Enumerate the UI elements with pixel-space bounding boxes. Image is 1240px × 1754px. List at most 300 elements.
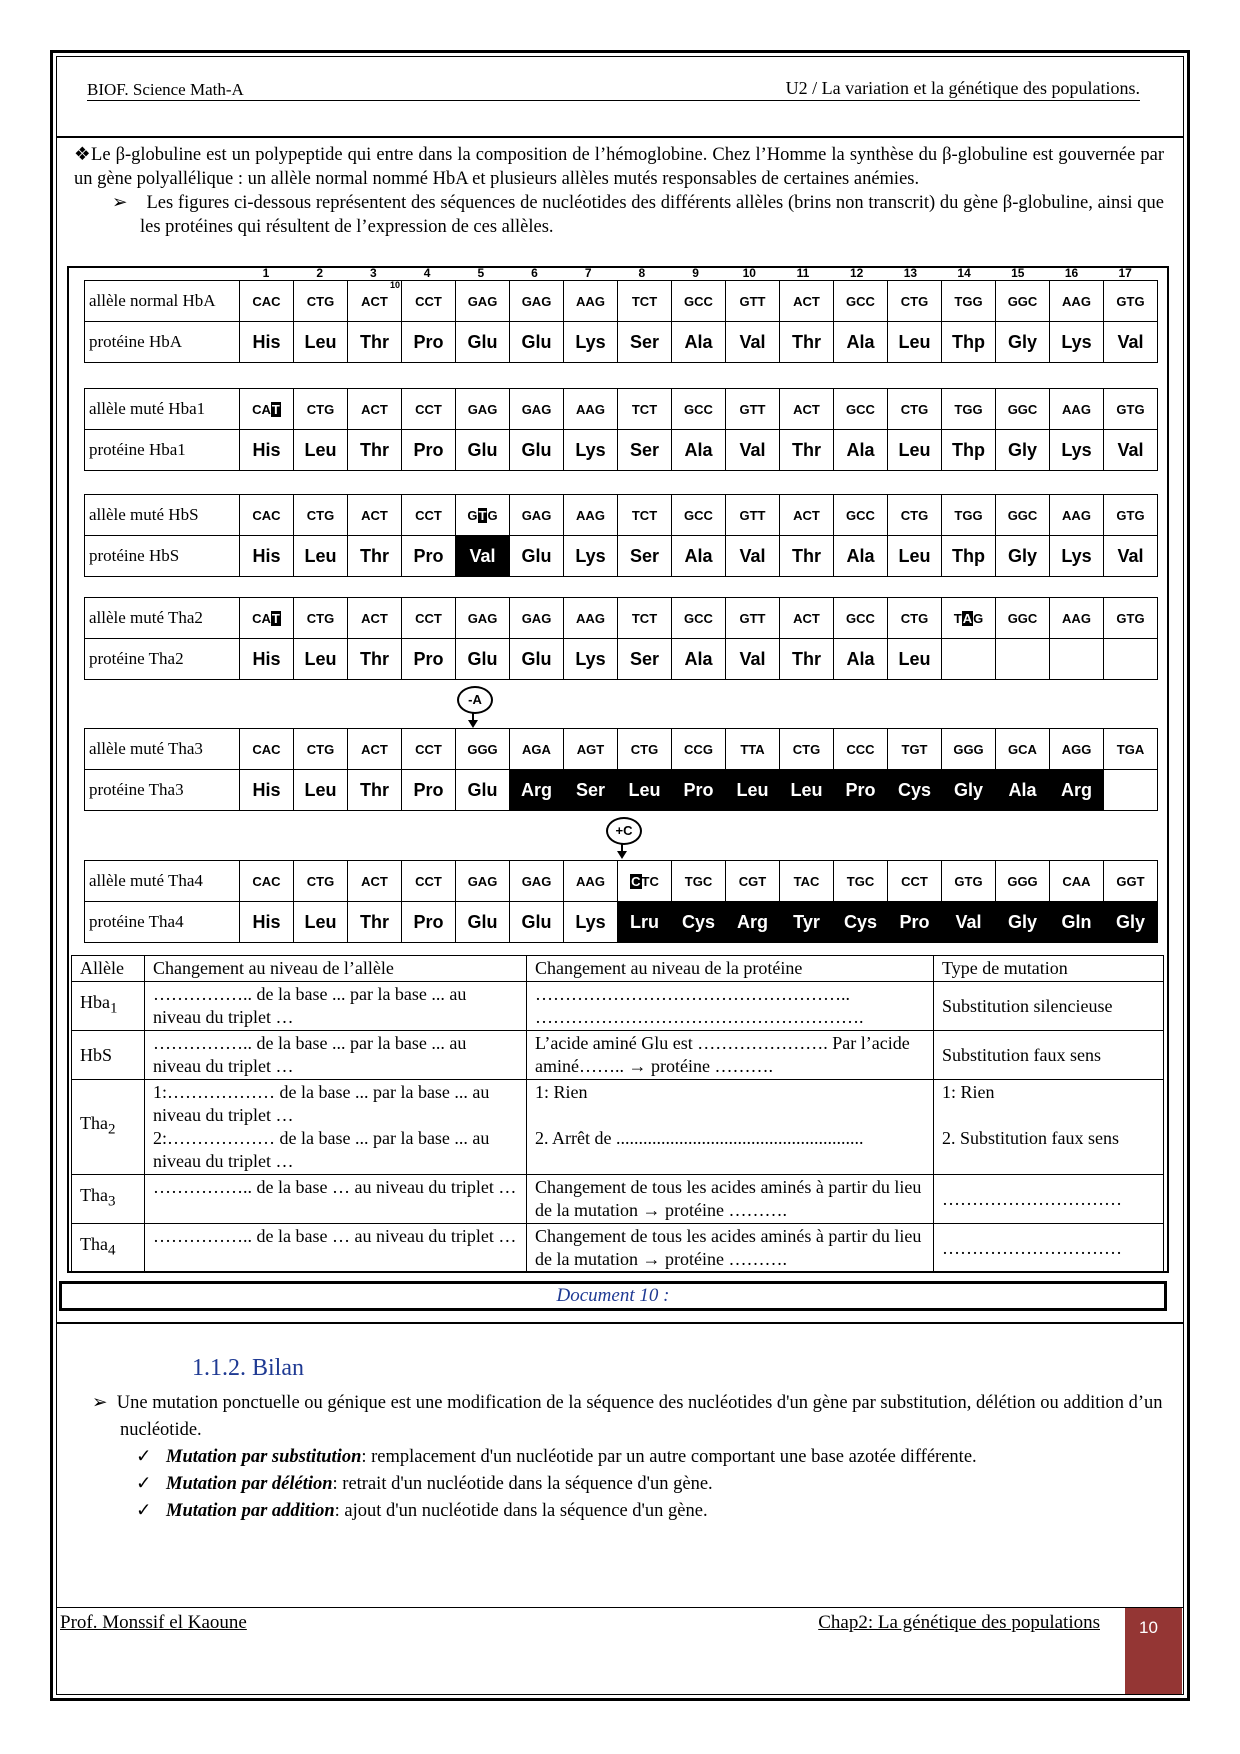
check-icon: ✓ [136, 1474, 152, 1494]
amino-acid-cell: Glu [456, 639, 510, 680]
codon-cell: CTG [888, 281, 942, 322]
codon-cell: AAG [1050, 495, 1104, 536]
amino-acid-cell [1104, 770, 1158, 811]
sequence-table [84, 860, 1158, 943]
list-item [74, 1444, 1164, 1471]
codon-cell: TAG [942, 598, 996, 639]
amino-acid-cell: Ser [618, 430, 672, 471]
codon-cell: CTG [780, 729, 834, 770]
footer-author: Prof. Monssif el Kaoune [60, 1612, 247, 1633]
amino-acid-cell: Val [726, 639, 780, 680]
amino-acid-cell: Leu [618, 770, 672, 811]
codon-cell: CTG [888, 495, 942, 536]
intro-bullet [74, 191, 1164, 239]
amino-acid-cell: Val [726, 322, 780, 363]
amino-acid-cell: Pro [402, 322, 456, 363]
list-item [74, 1498, 1164, 1525]
deletion-arrowhead [468, 720, 478, 728]
codon-cell: GCC [672, 389, 726, 430]
codon-cell: TGA [1104, 729, 1158, 770]
codon-number: 5 [477, 266, 485, 280]
codon-number: 11 [796, 266, 810, 280]
codon-cell: GCC [672, 281, 726, 322]
amino-acid-cell: Lys [1050, 322, 1104, 363]
amino-acid-cell: Thr [348, 430, 402, 471]
allele-label: allèle normal HbA [85, 281, 240, 322]
codon-cell: AAG [564, 598, 618, 639]
amino-acid-cell: Lru [618, 902, 672, 943]
codon-cell: CTG [294, 861, 348, 902]
codon-cell: AAG [1050, 598, 1104, 639]
amino-acid-cell: His [240, 322, 294, 363]
protein-label: protéine Hba1 [85, 430, 240, 471]
amino-acid-cell: Thr [348, 536, 402, 577]
mutation-type-cell: ………………………… [934, 1224, 1164, 1273]
allele-change-cell: …………….. de la base … au niveau du triplet … [145, 1224, 527, 1273]
codon-cell: ACT [348, 281, 402, 322]
sequence-table [84, 280, 1158, 363]
codon-number: 9 [692, 266, 699, 280]
allele-label: allèle muté Tha2 [85, 598, 240, 639]
codon-number: 6 [531, 266, 538, 280]
amino-acid-cell: Thr [780, 639, 834, 680]
codon-cell: CCT [402, 861, 456, 902]
amino-acid-cell: Val [942, 902, 996, 943]
amino-acid-cell: His [240, 770, 294, 811]
arrow-bullet-icon: ➢ [112, 193, 147, 213]
codon-cell: GTG [942, 861, 996, 902]
codon-cell: ACT [348, 861, 402, 902]
amino-acid-cell: Thr [780, 536, 834, 577]
header-separator [56, 136, 1184, 138]
codon-cell: TCT [618, 389, 672, 430]
protein-change-cell: L’acide aminé Glu est …………………. Par l’acide aminé…….. → protéine ………. [527, 1031, 934, 1080]
header-left: BIOF. Science Math-A [87, 80, 244, 99]
codon-cell: CCT [402, 281, 456, 322]
allele-label: allèle muté HbS [85, 495, 240, 536]
codon-cell: AAG [564, 281, 618, 322]
codon-cell: GGC [996, 389, 1050, 430]
codon-cell: AAG [1050, 389, 1104, 430]
codon-cell: TGC [834, 861, 888, 902]
codon-cell: AGT [564, 729, 618, 770]
amino-acid-cell: Val [456, 536, 510, 577]
amino-acid-cell: Leu [294, 770, 348, 811]
protein-change-cell: …………………………………………….. ………………………………………………. [527, 982, 934, 1031]
amino-acid-cell [1050, 639, 1104, 680]
codon-cell: ACT [780, 495, 834, 536]
codon-cell: ACT [348, 729, 402, 770]
mutation-type-cell [934, 1080, 1164, 1175]
amino-acid-cell: Leu [294, 430, 348, 471]
codon-cell: TAC [780, 861, 834, 902]
amino-acid-cell: Glu [510, 430, 564, 471]
codon-cell: GAG [510, 389, 564, 430]
amino-acid-cell: Leu [888, 430, 942, 471]
dna-row [85, 729, 1158, 770]
protein-label: protéine HbS [85, 536, 240, 577]
codon-cell: GGG [996, 861, 1050, 902]
codon-cell: CTG [618, 729, 672, 770]
amino-acid-cell: Pro [672, 770, 726, 811]
codon-cell: GGC [996, 495, 1050, 536]
codon-cell: CCT [888, 861, 942, 902]
codon-cell: GAG [456, 281, 510, 322]
sequence-table [84, 494, 1158, 577]
amino-acid-cell: Leu [726, 770, 780, 811]
amino-acid-cell: Pro [888, 902, 942, 943]
codon-cell: GCC [834, 389, 888, 430]
amino-acid-cell: Thr [780, 430, 834, 471]
codon-cell: ACT [348, 389, 402, 430]
allele-change-cell: …………….. de la base … au niveau du triplet … [145, 1175, 527, 1224]
header-allele-change: Changement au niveau de l’allèle [145, 956, 527, 982]
item-term: Mutation par délétion [166, 1474, 333, 1494]
header-right [786, 78, 1140, 99]
codon-cell: GTG [1104, 389, 1158, 430]
amino-acid-cell: Lys [564, 902, 618, 943]
codon-cell: CTC [618, 861, 672, 902]
amino-acid-cell: Ala [672, 639, 726, 680]
allele-label: allèle muté Tha4 [85, 861, 240, 902]
amino-acid-cell: Ala [834, 639, 888, 680]
codon-cell: CTG [888, 598, 942, 639]
allele-change-line-2: 2:……………… de la base ... par la base ... au niveau du triplet … [153, 1128, 490, 1171]
amino-acid-cell: Glu [510, 639, 564, 680]
codon-cell: CTG [294, 281, 348, 322]
table-row [72, 1080, 1164, 1175]
bilan-title: 1.1.2. Bilan [192, 1355, 304, 1381]
bilan-intro [74, 1390, 1164, 1444]
document-label: Document 10 : [59, 1281, 1167, 1311]
mutation-type-cell: Substitution faux sens [934, 1031, 1164, 1080]
codon-cell: TCT [618, 598, 672, 639]
codon-cell: AGA [510, 729, 564, 770]
amino-acid-cell: Ala [834, 536, 888, 577]
amino-acid-cell: Ala [672, 322, 726, 363]
codon-cell: CTG [294, 729, 348, 770]
codon-cell: CTG [294, 495, 348, 536]
amino-acid-cell: Pro [402, 536, 456, 577]
dna-row [85, 861, 1158, 902]
codon-cell: GAG [456, 861, 510, 902]
codon-number: 16 [1064, 266, 1079, 280]
allele-cell: Tha$_4$ [72, 1224, 145, 1273]
sequence-table [84, 388, 1158, 471]
amino-acid-cell: Cys [672, 902, 726, 943]
codon-cell: GAG [510, 281, 564, 322]
mutation-type-line-2: 2. Substitution faux sens [942, 1128, 1120, 1148]
amino-acid-cell: Ala [996, 770, 1050, 811]
dna-row [85, 389, 1158, 430]
protein-label: protéine Tha2 [85, 639, 240, 680]
codon-cell: ACT [780, 281, 834, 322]
addition-marker: +C [606, 817, 642, 845]
allele-change-cell: …………….. de la base ... par la base ... au niveau du triplet … [145, 1031, 527, 1080]
protein-change-line-1: 1: Rien [535, 1082, 588, 1102]
codon-cell: AGG [1050, 729, 1104, 770]
codon-cell: CGT [726, 861, 780, 902]
amino-acid-cell: Arg [726, 902, 780, 943]
codon-number: 2 [316, 266, 324, 280]
codon-cell: GGC [996, 281, 1050, 322]
codon-number: 7 [584, 266, 592, 280]
codon-cell: ACT [348, 495, 402, 536]
codon-cell: AAG [564, 389, 618, 430]
amino-acid-cell: Arg [1050, 770, 1104, 811]
amino-acid-cell: Leu [888, 536, 942, 577]
item-term: Mutation par substitution [166, 1447, 362, 1467]
amino-acid-cell: Glu [510, 322, 564, 363]
amino-acid-cell: Val [726, 536, 780, 577]
item-text: : ajout d'un nucléotide dans la séquence d'un gène. [334, 1501, 708, 1521]
codon-cell: GTT [726, 389, 780, 430]
protein-label: protéine Tha4 [85, 902, 240, 943]
amino-acid-cell: Thp [942, 430, 996, 471]
amino-acid-cell: Lys [564, 430, 618, 471]
codon-cell: TGG [942, 281, 996, 322]
protein-change-line-2: 2. Arrêt de ....................................................... [535, 1128, 864, 1148]
intro-bullet-text: Les figures ci-dessous représentent des séquences de nucléotides des différents allèles (brins non transcrit) du gène β-globuline, ainsi que les protéines qui résultent de l’expression de ces allèles. [140, 193, 1164, 237]
codon-number: 4 [423, 266, 431, 280]
header-protein-change: Changement au niveau de la protéine [527, 956, 934, 982]
amino-acid-cell: Thr [348, 639, 402, 680]
codon-cell: GAG [510, 598, 564, 639]
check-icon: ✓ [136, 1447, 152, 1467]
codon-cell: TCT [618, 281, 672, 322]
protein-change-cell: Changement de tous les acides aminés à partir du lieu de la mutation → protéine ………. [527, 1175, 934, 1224]
amino-acid-cell: Thr [780, 322, 834, 363]
header-underline [87, 100, 1140, 101]
codon-cell: CAC [240, 729, 294, 770]
amino-acid-cell: Thr [348, 902, 402, 943]
codon-cell: ACT [348, 598, 402, 639]
amino-acid-cell [1104, 639, 1158, 680]
dna-row [85, 598, 1158, 639]
protein-change-cell: Changement de tous les acides aminés à partir du lieu de la mutation → protéine ………. [527, 1224, 934, 1273]
mutation-type-cell: ………………………… [934, 1175, 1164, 1224]
codon-number: 14 [957, 266, 971, 280]
sequence-table [84, 728, 1158, 811]
page-number-box [1125, 1608, 1182, 1694]
protein-label: protéine HbA [85, 322, 240, 363]
amino-acid-cell: Gln [1050, 902, 1104, 943]
amino-acid-cell [942, 639, 996, 680]
amino-acid-cell: Pro [402, 430, 456, 471]
deletion-marker: -A [457, 686, 493, 714]
amino-acid-cell: Gly [996, 902, 1050, 943]
codon-number: 13 [903, 266, 918, 280]
amino-acid-cell: Ser [564, 770, 618, 811]
amino-acid-cell [996, 639, 1050, 680]
codon-cell: GTG [456, 495, 510, 536]
codon-cell: CAC [240, 495, 294, 536]
amino-acid-cell: Leu [888, 322, 942, 363]
codon-cell: CAT [240, 598, 294, 639]
footer-chapter: Chap2: La génétique des populations [818, 1612, 1100, 1633]
allele-cell: Tha$_2$ [72, 1080, 145, 1175]
sequence-table [84, 597, 1158, 680]
codon-cell: GCA [996, 729, 1050, 770]
codon-number: 8 [638, 266, 646, 280]
amino-acid-cell: Val [726, 430, 780, 471]
amino-acid-cell: Lys [564, 639, 618, 680]
amino-acid-cell: Lys [564, 322, 618, 363]
codon-cell: GCC [834, 281, 888, 322]
protein-row [85, 430, 1158, 471]
codon-cell: CAA [1050, 861, 1104, 902]
amino-acid-cell: Ala [834, 322, 888, 363]
amino-acid-cell: Gly [996, 430, 1050, 471]
amino-acid-cell: Thp [942, 536, 996, 577]
summary-header-row [72, 956, 1164, 982]
codon-cell: GGG [942, 729, 996, 770]
allele-cell: Tha$_3$ [72, 1175, 145, 1224]
header-allele: Allèle [72, 956, 145, 982]
amino-acid-cell: Val [1104, 430, 1158, 471]
codon-cell: CCG [672, 729, 726, 770]
amino-acid-cell: Gly [1104, 902, 1158, 943]
codon-cell: TGC [672, 861, 726, 902]
item-text: : remplacement d'un nucléotide par un autre comportant une base azotée différente. [361, 1447, 977, 1467]
allele-change-cell: …………….. de la base ... par la base ... au niveau du triplet … [145, 982, 527, 1031]
amino-acid-cell: Gly [942, 770, 996, 811]
page-number: 10 [1139, 1618, 1158, 1637]
amino-acid-cell: His [240, 639, 294, 680]
codon-cell: GTG [1104, 495, 1158, 536]
codon-cell: GAG [510, 861, 564, 902]
amino-acid-cell: Gly [996, 322, 1050, 363]
intro [74, 143, 1164, 239]
codon-cell: CCT [402, 495, 456, 536]
codon-cell: TGG [942, 389, 996, 430]
amino-acid-cell: His [240, 536, 294, 577]
codon-cell: AAG [564, 861, 618, 902]
amino-acid-cell: Val [1104, 536, 1158, 577]
amino-acid-cell: Ser [618, 536, 672, 577]
amino-acid-cell: Ser [618, 639, 672, 680]
amino-acid-cell: Ala [834, 430, 888, 471]
codon-cell: AAG [564, 495, 618, 536]
codon-cell: ACT [780, 389, 834, 430]
amino-acid-cell: Thp [942, 322, 996, 363]
amino-acid-cell: Ser [618, 322, 672, 363]
codon-marker: 10 [389, 280, 400, 290]
protein-row [85, 322, 1158, 363]
section-separator [56, 1322, 1184, 1324]
amino-acid-cell: Leu [294, 902, 348, 943]
dna-row [85, 281, 1158, 322]
unit-label: U2 [785, 78, 808, 98]
amino-acid-cell: Glu [456, 430, 510, 471]
bilan-section [74, 1390, 1164, 1525]
codon-cell: GAG [456, 598, 510, 639]
amino-acid-cell: Glu [456, 322, 510, 363]
footer-line [56, 1607, 1184, 1608]
codon-cell: GCC [834, 598, 888, 639]
unit-title: / La variation et la génétique des populations. [812, 78, 1140, 98]
amino-acid-cell: Thr [348, 322, 402, 363]
dna-row [85, 495, 1158, 536]
codon-cell: GTT [726, 598, 780, 639]
codon-cell: GTT [726, 281, 780, 322]
amino-acid-cell: Cys [888, 770, 942, 811]
codon-number: 15 [1011, 266, 1025, 280]
amino-acid-cell: Cys [834, 902, 888, 943]
codon-number: 10 [742, 266, 756, 280]
amino-acid-cell: Arg [510, 770, 564, 811]
mutation-type-line-1: 1: Rien [942, 1082, 995, 1102]
arrow-bullet-icon: ➢ [92, 1393, 117, 1413]
codon-cell: TGG [942, 495, 996, 536]
codon-number: 3 [370, 266, 377, 280]
protein-row [85, 639, 1158, 680]
codon-number: 17 [1118, 266, 1132, 280]
codon-cell: AAG [1050, 281, 1104, 322]
amino-acid-cell: Ala [672, 536, 726, 577]
bilan-intro-text: Une mutation ponctuelle ou génique est une modification de la séquence des nucléotides d'un gène par substitution, délétion ou addition d’un nucléotide. [116, 1393, 1163, 1440]
intro-paragraph: ❖Le β-globuline est un polypeptide qui entre dans la composition de l’hémoglobine. Chez l’Homme la synthèse du β-globuline est gouvernée par un gène polyallélique : un allèle normal nommé HbA et plusieurs allèles mutés responsables de certaines anémies. [74, 145, 1164, 189]
amino-acid-cell: Tyr [780, 902, 834, 943]
codon-cell: GGT [1104, 861, 1158, 902]
amino-acid-cell: Gly [996, 536, 1050, 577]
allele-label: allèle muté Tha3 [85, 729, 240, 770]
table-row [72, 1031, 1164, 1080]
codon-cell: GCC [834, 495, 888, 536]
amino-acid-cell: Leu [294, 536, 348, 577]
allele-label: allèle muté Hba1 [85, 389, 240, 430]
amino-acid-cell: Lys [564, 536, 618, 577]
allele-cell: Hba$_1$ [72, 982, 145, 1031]
amino-acid-cell: His [240, 430, 294, 471]
summary-table [71, 955, 1164, 1273]
codon-number: 12 [850, 266, 864, 280]
codon-cell: CTG [888, 389, 942, 430]
amino-acid-cell: Glu [510, 902, 564, 943]
allele-cell: HbS [72, 1031, 145, 1080]
protein-row [85, 902, 1158, 943]
codon-cell: GGC [996, 598, 1050, 639]
amino-acid-cell: Pro [402, 639, 456, 680]
addition-arrowhead [617, 851, 627, 859]
mutation-type-cell: Substitution silencieuse [934, 982, 1164, 1031]
codon-cell: CCT [402, 389, 456, 430]
codon-cell: GTG [1104, 281, 1158, 322]
codon-cell: GAG [510, 495, 564, 536]
codon-cell: GTG [1104, 598, 1158, 639]
allele-change-line-1: 1:……………… de la base ... par la base ... au niveau du triplet … [153, 1082, 490, 1125]
protein-row [85, 536, 1158, 577]
amino-acid-cell: Ala [672, 430, 726, 471]
table-row [72, 1175, 1164, 1224]
amino-acid-cell: Lys [1050, 536, 1104, 577]
codon-cell: CCC [834, 729, 888, 770]
protein-label: protéine Tha3 [85, 770, 240, 811]
amino-acid-cell: Leu [294, 322, 348, 363]
codon-cell: TGT [888, 729, 942, 770]
amino-acid-cell: Thr [348, 770, 402, 811]
item-term: Mutation par addition [166, 1501, 335, 1521]
amino-acid-cell: His [240, 902, 294, 943]
amino-acid-cell: Pro [834, 770, 888, 811]
amino-acid-cell: Leu [888, 639, 942, 680]
amino-acid-cell: Lys [1050, 430, 1104, 471]
codon-cell: CCT [402, 729, 456, 770]
codon-cell: GCC [672, 495, 726, 536]
codon-cell: CAT [240, 389, 294, 430]
codon-cell: TCT [618, 495, 672, 536]
allele-change-cell [145, 1080, 527, 1175]
